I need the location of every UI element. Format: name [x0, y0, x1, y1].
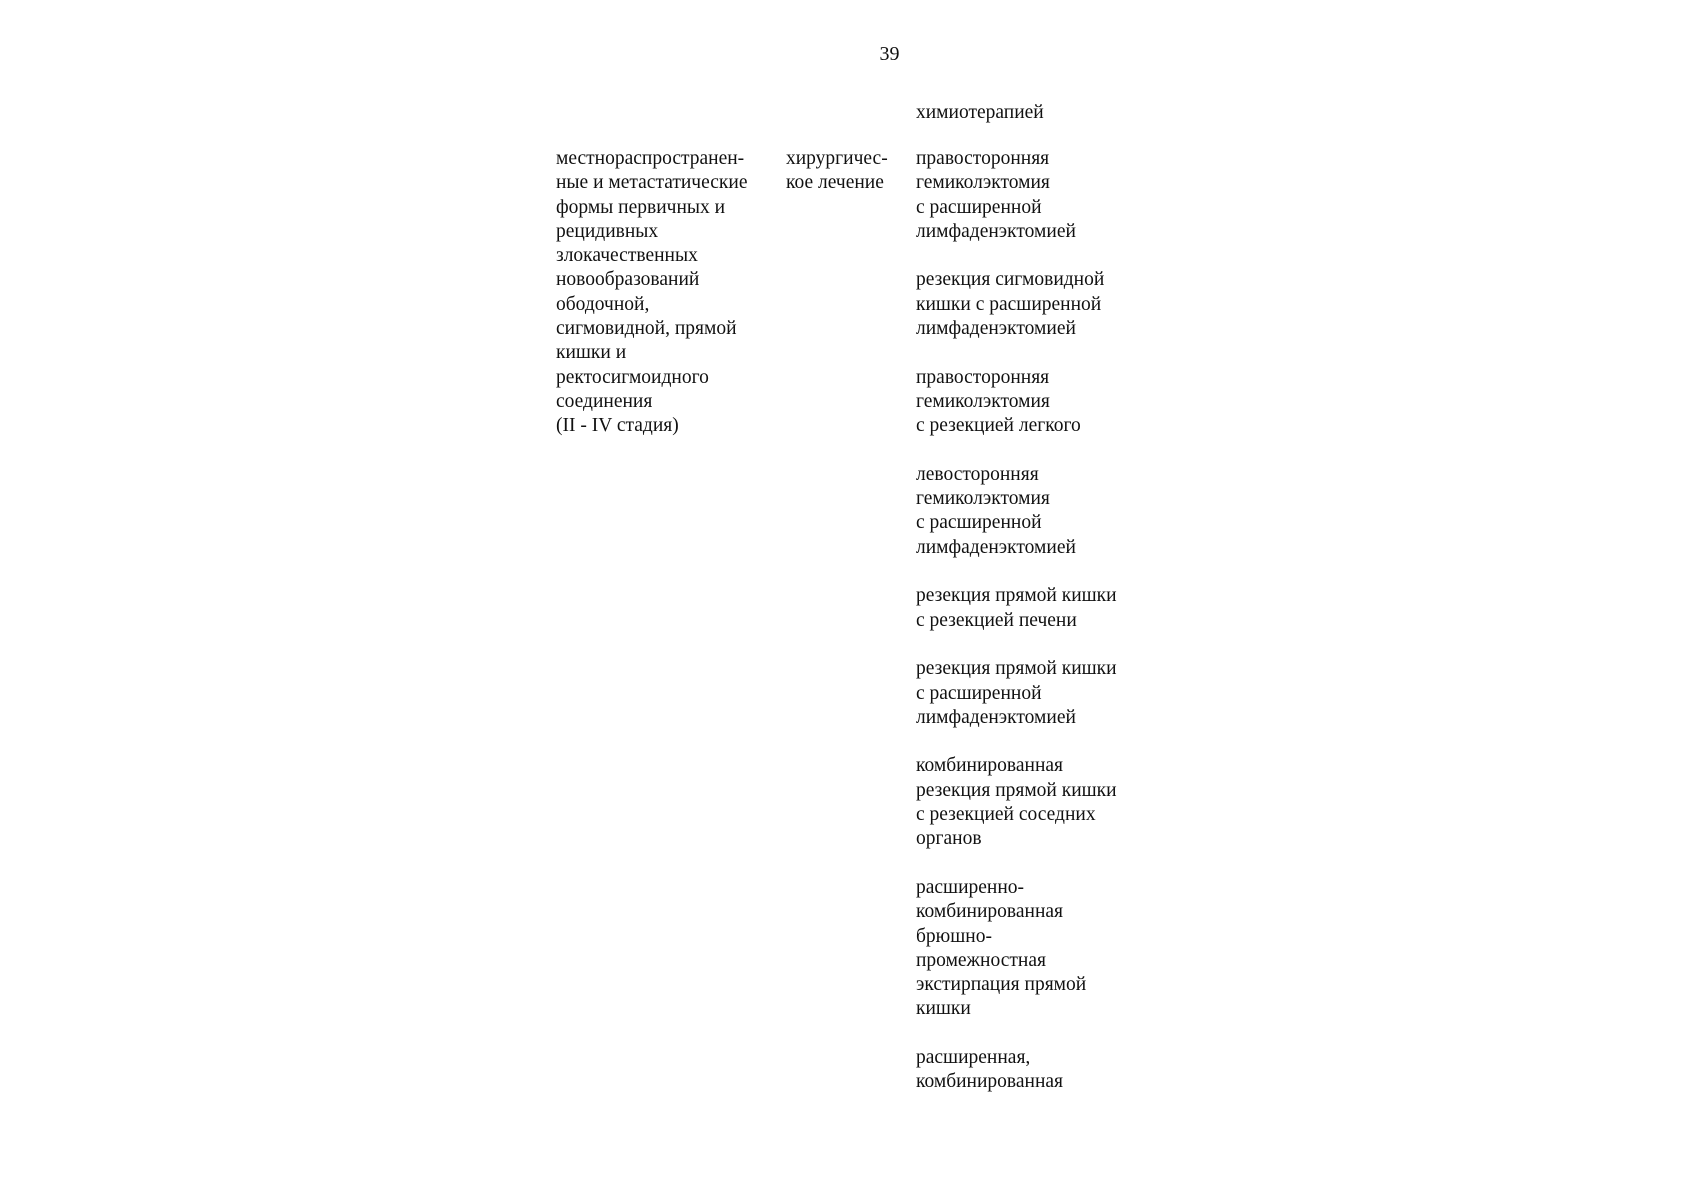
method-item: [916, 657, 1156, 730]
method-line: комбинированная: [916, 1071, 1064, 1093]
method-line: гемиколэктомия: [916, 172, 1050, 194]
condition-line: злокачественных: [556, 245, 698, 267]
method-line: кишки: [916, 998, 971, 1020]
condition-line: новообразований: [556, 269, 700, 291]
method-line: комбинированная: [916, 755, 1064, 777]
method-line: расширенная,: [916, 1046, 1031, 1068]
condition-line: кишки и: [556, 342, 627, 364]
condition-line: (II - IV стадия): [556, 415, 679, 437]
method-line: комбинированная: [916, 901, 1064, 923]
method-item: [916, 147, 1156, 244]
method-line: гемиколэктомия: [916, 390, 1050, 412]
condition-line: ные и метастатические: [556, 172, 748, 194]
method-line: с резекцией соседних: [916, 804, 1096, 826]
method-line: лимфаденэктомией: [916, 536, 1076, 558]
method-line: с расширенной: [916, 512, 1042, 534]
condition-line: соединения: [556, 390, 653, 412]
method-line: резекция прямой кишки: [916, 658, 1117, 680]
method-line: лимфаденэктомией: [916, 220, 1076, 242]
method-line: органов: [916, 828, 982, 850]
method-line: резекция сигмовидной: [916, 269, 1105, 291]
method-line: с расширенной: [916, 682, 1042, 704]
method-line: с резекцией легкого: [916, 415, 1081, 437]
treatment-line: хирургичес-: [786, 148, 888, 169]
method-line: лимфаденэктомией: [916, 318, 1076, 340]
page-number: 39: [879, 43, 900, 65]
carry-over-text: химиотерапией: [916, 102, 1044, 123]
method-line: резекция прямой кишки: [916, 585, 1117, 607]
method-item: [916, 876, 1156, 1022]
methods-cell: [916, 147, 1156, 1119]
method-item: [916, 268, 1156, 341]
method-line: правосторонняя: [916, 148, 1050, 169]
method-line: брюшно-: [916, 925, 992, 947]
method-line: резекция прямой кишки: [916, 779, 1117, 801]
method-item: [916, 463, 1156, 560]
method-line: экстирпация прямой: [916, 974, 1087, 996]
condition-line: ободочной,: [556, 293, 650, 315]
method-line: правосторонняя: [916, 366, 1050, 388]
treatment-line: кое лечение: [786, 172, 884, 194]
method-line: расширенно-: [916, 876, 1025, 898]
condition-line: местнораспространен-: [556, 148, 745, 169]
method-item: [916, 1046, 1156, 1095]
method-item: [916, 584, 1156, 633]
method-line: с резекцией печени: [916, 609, 1077, 631]
condition-cell: [556, 147, 781, 439]
method-line: кишки с расширенной: [916, 293, 1102, 315]
method-line: промежностная: [916, 949, 1046, 971]
method-line: с расширенной: [916, 196, 1042, 218]
method-line: лимфаденэктомией: [916, 706, 1076, 728]
treatment-cell: [786, 147, 906, 196]
condition-line: сигмовидной, прямой: [556, 318, 737, 340]
condition-line: формы первичных и: [556, 196, 726, 218]
condition-line: ректосигмоидного: [556, 366, 709, 388]
method-item: [916, 366, 1156, 439]
method-line: левосторонняя: [916, 463, 1039, 485]
method-line: гемиколэктомия: [916, 488, 1050, 510]
method-item: [916, 754, 1156, 851]
condition-line: рецидивных: [556, 220, 659, 242]
